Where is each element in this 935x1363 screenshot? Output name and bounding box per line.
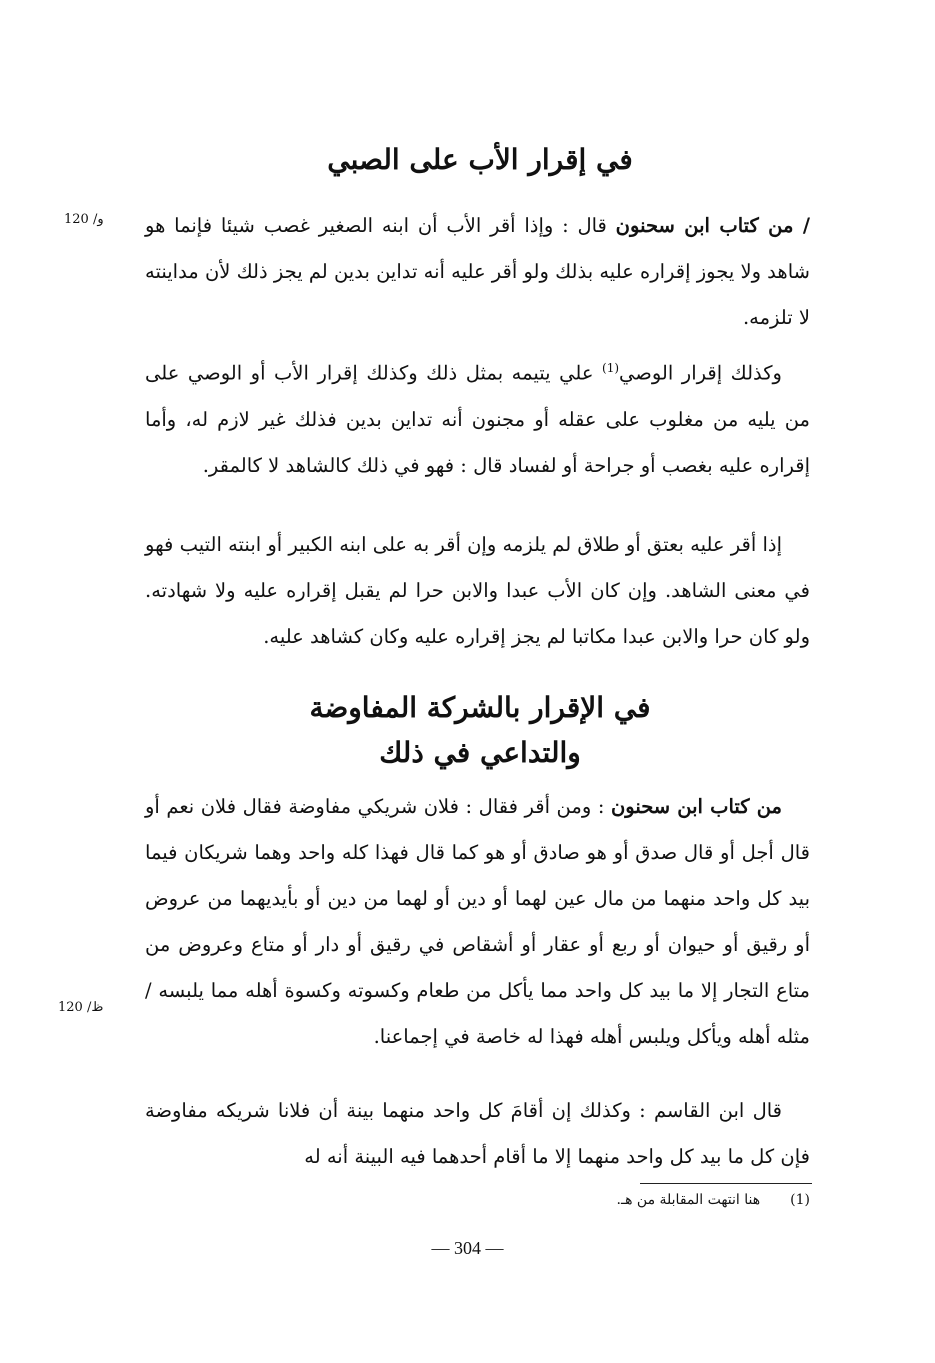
paragraph [145, 203, 810, 341]
section-heading: في الإقرار بالشركة المفاوضة [309, 691, 651, 724]
paragraph-text: : ومن أقر فقال : فلان شريكي مفاوضة فقال فلان نعم أو قال أجل أو قال صدق أو هو صادق أو هو كما قال فهذا كله واحد وهما شريكان فيما بيد كل واحد منهما من مال عين لهما أو دين أو لهما من دين أو بأيديهما من عروض أو رقيق أو حيوان أو ربع أو عقار أو أشقاص في رقيق أو دار أو متاع وعروض من متاع التجار إلا ما بيد كل واحد مما يأكل من طعام وكسوته وكسوة أهله مما يلبسه [145, 795, 810, 1002]
source-reference: من كتاب ابن سحنون [615, 214, 794, 237]
paragraph-text: قال : وإذا أقر الأب أن ابنه الصغير غصب شيئا فإنما هو شاهد ولا يجوز إقراره عليه بذلك ولو أقر عليه أنه تداين بدين لم يجز ذلك لأن مداينته لا تلزمه. [145, 214, 810, 329]
section-heading: والتداعي في ذلك [379, 736, 581, 769]
paragraph-text: مثله أهله ويأكل ويلبس أهله فهذا له خاصة في إجماعنا. [373, 1025, 810, 1048]
paragraph [145, 345, 810, 489]
footnote-number: (1) [790, 1192, 810, 1208]
section-heading: في إقرار الأب على الصبي [327, 143, 633, 176]
margin-folio-note: 120 /ظ [58, 1000, 104, 1015]
paragraph [145, 1088, 810, 1180]
paragraph-text: علي يتيمه بمثل ذلك وكذلك إقرار الأب أو الوصي على من يليه من مغلوب على عقله أو مجنون أنه تداين بدين فذلك غير لازم له، وأما إقراره عليه بغصب أو جراحة أو لفساد قال : فهو في ذلك كالشاهد لا كالمقر. [145, 361, 810, 477]
paragraph-text: قال ابن القاسم : وكذلك إن أقامَ كل واحد منهما بينة أن فلانا شريكه مفاوضة فإن كل ما بيد كل واحد منهما إلا ما أقام أحدهما فيه البينة أنه له [145, 1099, 810, 1168]
paragraph-text: وكذلك إقرار الوصي [619, 361, 782, 385]
source-reference: من كتاب ابن سحنون [610, 795, 782, 818]
folio-marker: / [793, 214, 810, 237]
margin-folio-note: 120 /و [64, 212, 104, 227]
paragraph [145, 784, 810, 1060]
paragraph [145, 522, 810, 660]
footnote-text: هنا انتهت المقابلة من هـ. [616, 1192, 761, 1208]
folio-marker: / [145, 979, 159, 1002]
page-number: — 304 — [431, 1238, 504, 1258]
footnote-separator [640, 1183, 812, 1184]
footnote [540, 1192, 810, 1208]
footnote-reference: (1) [602, 361, 620, 375]
paragraph-text: إذا أقر عليه بعتق أو طلاق لم يلزمه وإن أقر به على ابنه الكبير أو ابنته التيب فهو في معنى الشاهد. وإن كان الأب عبدا والابن حرا لم يقبل إقراره عليه ولا شهادته. ولو كان حرا والابن عبدا مكاتبا لم يجز إقراره عليه وكان كشاهد عليه. [145, 533, 810, 648]
